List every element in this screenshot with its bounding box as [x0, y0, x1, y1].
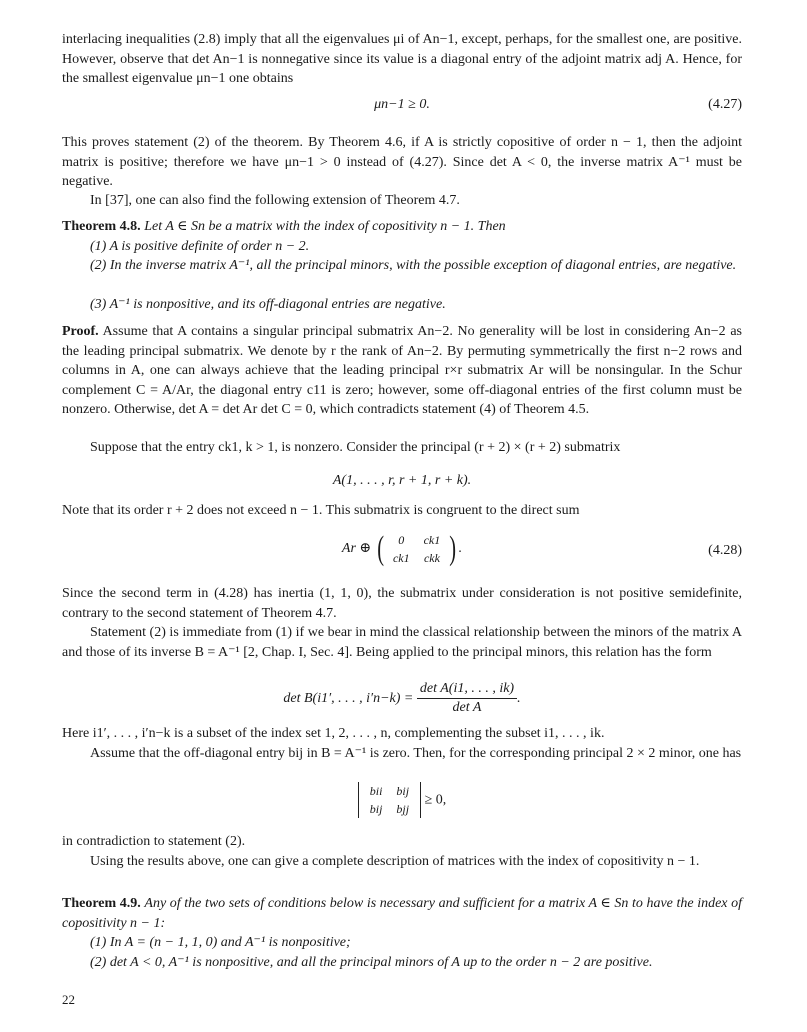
proof-paragraph-5: Statement (2) is immediate from (1) if we bear in mind the classical relationship between the minors of the matrix A and those of its inverse B = A⁻¹ [2, Chap. I, Sec. 4]. Being applied to the principal minors, this relation has the form — [62, 625, 742, 660]
proof-paragraph-7: Assume that the off-diagonal entry bij in B = A⁻¹ is zero. Then, for the corresponding principal 2 × 2 minor, one has — [90, 746, 742, 761]
matrix-cell: 0 — [398, 533, 405, 547]
equation-4-28-matrix — [386, 531, 447, 567]
equation-minor-fraction — [417, 680, 517, 717]
equation-4-27-body: μn−1 ≥ 0. — [374, 97, 430, 112]
fraction-numerator: det A(i1, . . . , ik) — [417, 680, 517, 699]
theorem-4-8 — [62, 217, 742, 237]
right-paren-icon: ) — [449, 530, 457, 568]
equation-submatrix — [62, 471, 742, 495]
proof-paragraph-4: Since the second term in (4.28) has inertia (1, 1, 0), the submatrix under consideration is not positive semidefinite, contrary to the second statement of Theorem 4.7. — [62, 586, 742, 621]
theorem-4-8-item-1: (1) A is positive definite of order n − 2. — [90, 239, 310, 254]
proof-paragraph-9: Using the results above, one can give a complete description of matrices with the index of copositivity n − 1. — [90, 854, 700, 869]
theorem-4-8-statement: Let A ∈ Sn be a matrix with the index of copositivity n − 1. Then — [144, 219, 506, 234]
paragraph-proves-statement: This proves statement (2) of the theorem. By Theorem 4.6, if A is strictly copositive of order n − 1, then the adjoint matrix is positive; therefore we have μn−1 > 0 instead of (4.27). Since det A < 0, the inverse matrix A⁻¹ must be negative. — [62, 135, 742, 189]
proof-paragraph-2: Suppose that the entry ck1, k > 1, is nonzero. Consider the principal (r + 2) × (r + 2) submatrix — [90, 440, 621, 455]
theorem-4-8-item-3: (3) A⁻¹ is nonpositive, and its off-diagonal entries are negative. — [90, 297, 446, 312]
proof-paragraph-6: Here i1′, . . . , i′n−k is a subset of the index set 1, 2, . . . , n, complementing the subset i1, . . . , ik. — [62, 726, 605, 741]
equation-minor-lhs: det B(i1′, . . . , i′n−k) = — [283, 690, 414, 706]
equation-minor-relation — [62, 680, 742, 722]
equation-minor-suffix: . — [517, 690, 521, 706]
theorem-4-9-statement: Any of the two sets of conditions below is necessary and sufficient for a matrix A ∈ Sn to have the index of copositivity n − 1: — [62, 896, 743, 931]
equation-2x2-determinant — [62, 782, 742, 826]
theorem-4-8-heading: Theorem 4.8. — [62, 219, 141, 234]
matrix-cell: bii — [369, 784, 383, 798]
proof-paragraph-3: Note that its order r + 2 does not exceed n − 1. This submatrix is congruent to the direct sum — [62, 503, 580, 518]
equation-4-28-number: (4.28) — [708, 543, 742, 558]
paragraph-extension: In [37], one can also find the following extension of Theorem 4.7. — [90, 193, 460, 208]
theorem-4-9-item-2: (2) det A < 0, A⁻¹ is nonpositive, and all the principal minors of A up to the order n − 2 are positive. — [90, 955, 653, 970]
paragraph-eigenvalues: interlacing inequalities (2.8) imply that all the eigenvalues μi of An−1, except, perhaps, for the smallest one, are positive. However, observe that det An−1 is nonnegative since its value is a diagonal entry of the adjoint matrix adj A. Hence, for the smallest eigenvalue μn−1 one obtains — [62, 32, 742, 86]
matrix-cell: bjj — [396, 802, 410, 816]
fraction-denominator: det A — [452, 700, 482, 715]
matrix-cell: ck1 — [392, 551, 410, 565]
matrix-cell: bij — [369, 802, 383, 816]
left-paren-icon: ( — [376, 530, 384, 568]
matrix-cell: ckk — [423, 551, 440, 565]
determinant-matrix — [358, 782, 421, 818]
matrix-cell: bij — [396, 784, 410, 798]
equation-4-27 — [62, 95, 742, 119]
page-number: 22 — [62, 992, 75, 1007]
equation-submatrix-body: A(1, . . . , r, r + 1, r + k). — [332, 473, 472, 488]
theorem-4-9-heading: Theorem 4.9. — [62, 896, 141, 911]
matrix-cell: ck1 — [423, 533, 441, 547]
theorem-4-9 — [62, 894, 742, 933]
equation-4-28 — [62, 527, 742, 575]
proof-heading: Proof. — [62, 324, 99, 339]
theorem-4-8-item-2: (2) In the inverse matrix A⁻¹, all the principal minors, with the possible exception of diagonal entries, are negative. — [90, 258, 737, 273]
equation-4-28-prefix: Ar ⊕ — [341, 541, 372, 557]
proof-paragraph-1-text: Assume that A contains a singular principal submatrix An−2. No generality will be lost in considering An−2 as the leading principal submatrix. We denote by r the rank of An−2. By permuting symmetrically the first n−2 rows and columns in A, one can always achieve that the leading principal r×r submatrix Ar will be nonsingular. In the Schur complement C = A/Ar, the diagonal entry c11 is zero; however, some off-diagonal entries of the first column must be nonzero. Otherwise, det A = det Ar det C = 0, which contradicts statement (4) of Theorem 4.5. — [62, 324, 742, 417]
theorem-4-9-item-1: (1) In A = (n − 1, 1, 0) and A⁻¹ is nonpositive; — [90, 935, 351, 950]
proof-paragraph-1 — [62, 322, 742, 420]
proof-paragraph-8: in contradiction to statement (2). — [62, 834, 246, 849]
equation-4-28-suffix: . — [458, 541, 463, 557]
determinant-suffix: ≥ 0, — [424, 792, 447, 808]
equation-4-27-number: (4.27) — [708, 97, 742, 112]
